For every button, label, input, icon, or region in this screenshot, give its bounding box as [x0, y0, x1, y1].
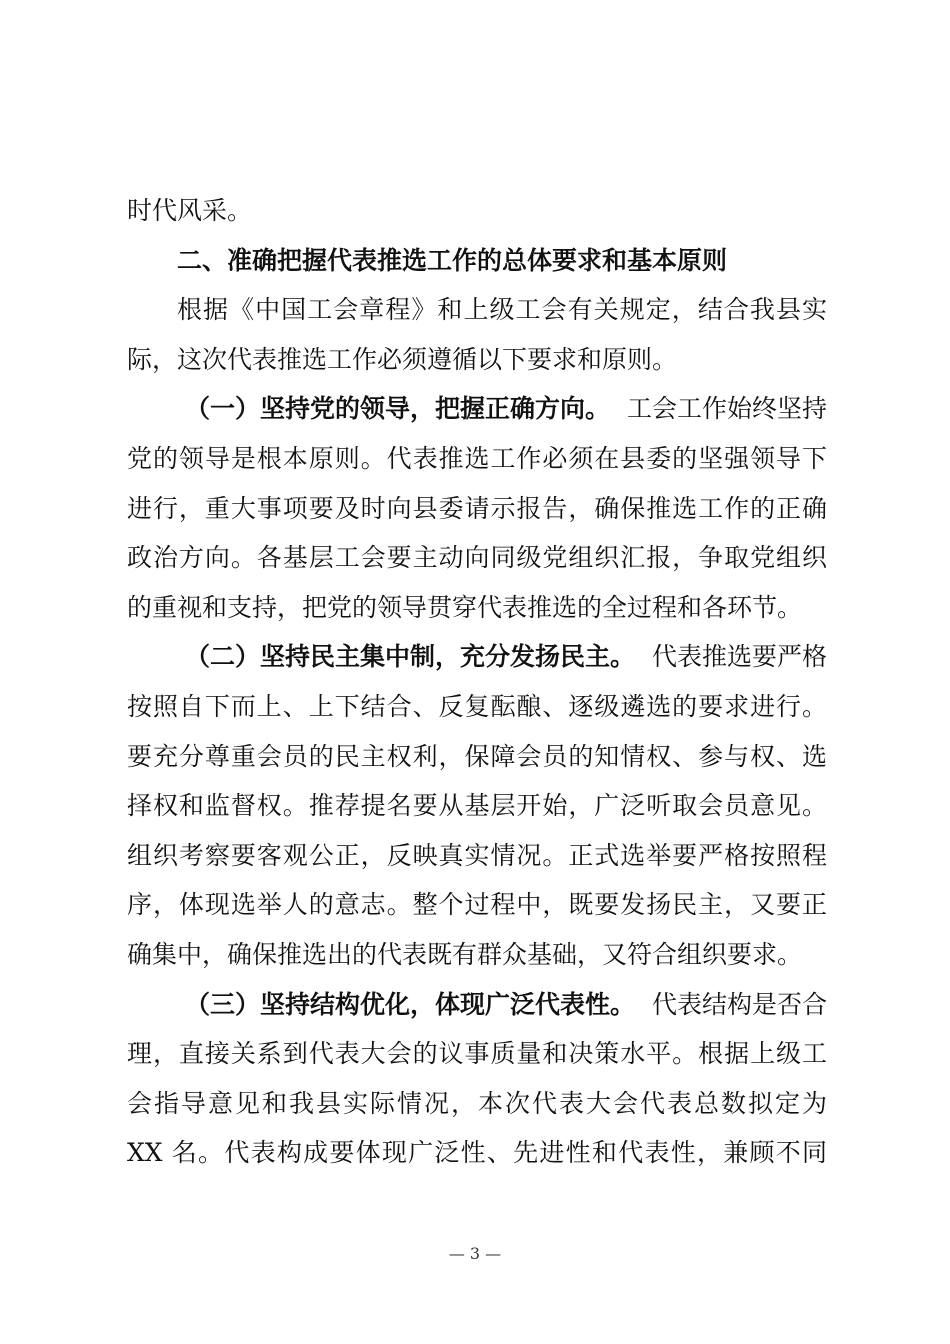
text-line: 的重视和支持，把党的领导贯穿代表推选的全过程和各环节。	[127, 592, 803, 622]
text-line: 际，这次代表推选工作必须遵循以下要求和原则。	[127, 344, 678, 374]
text-line: 政治方向。各基层工会要主动向同级党组织汇报，争取党组织	[127, 543, 827, 573]
text-line: 序，体现选举人的意志。整个过程中，既要发扬民主，又要正	[127, 890, 827, 920]
text-line: 确集中，确保推选出的代表既有群众基础，又符合组织要求。	[127, 939, 803, 969]
subsection-title: （一）坚持党的领导，把握正确方向。	[185, 394, 611, 424]
text-run: 代表推选要严格	[651, 642, 827, 672]
subsection-title: （二）坚持民主集中制，充分发扬民主。	[185, 642, 636, 672]
text-line: 根据《中国工会章程》和上级工会有关规定，结合我县实	[177, 295, 827, 325]
subsection-line	[127, 632, 827, 682]
section-heading: 二、准确把握代表推选工作的总体要求和基本原则	[177, 245, 728, 275]
text-line: 择权和监督权。推荐提名要从基层开始，广泛听取会员意见。	[127, 791, 827, 821]
document-body	[127, 186, 827, 1178]
text-line: XX 名。代表构成要体现广泛性、先进性和代表性，兼顾不同	[127, 1138, 827, 1168]
text-line: 时代风采。	[127, 196, 253, 225]
text-line: 理，直接关系到代表大会的议事质量和决策水平。根据上级工	[127, 1039, 827, 1069]
text-line: 组织考察要客观公正，反映真实情况。正式选举要严格按照程	[127, 840, 827, 870]
text-line: 按照自下而上、上下结合、反复酝酿、逐级遴选的要求进行。	[127, 691, 827, 721]
subsection-title: （三）坚持结构优化，体现广泛代表性。	[185, 989, 636, 1019]
subsection-line	[127, 980, 827, 1030]
subsection-line	[127, 384, 827, 434]
text-line: 进行，重大事项要及时向县委请示报告，确保推选工作的正确	[127, 493, 827, 523]
text-line: 会指导意见和我县实际情况，本次代表大会代表总数拟定为	[127, 1088, 827, 1118]
text-line: 要充分尊重会员的民主权利，保障会员的知情权、参与权、选	[127, 741, 827, 771]
text-run: 工会工作始终坚持	[626, 394, 827, 424]
text-line: 党的领导是根本原则。代表推选工作必须在县委的坚强领导下	[127, 443, 827, 473]
text-run: 代表结构是否合	[651, 989, 827, 1019]
page-number: — 3 —	[448, 1244, 502, 1263]
